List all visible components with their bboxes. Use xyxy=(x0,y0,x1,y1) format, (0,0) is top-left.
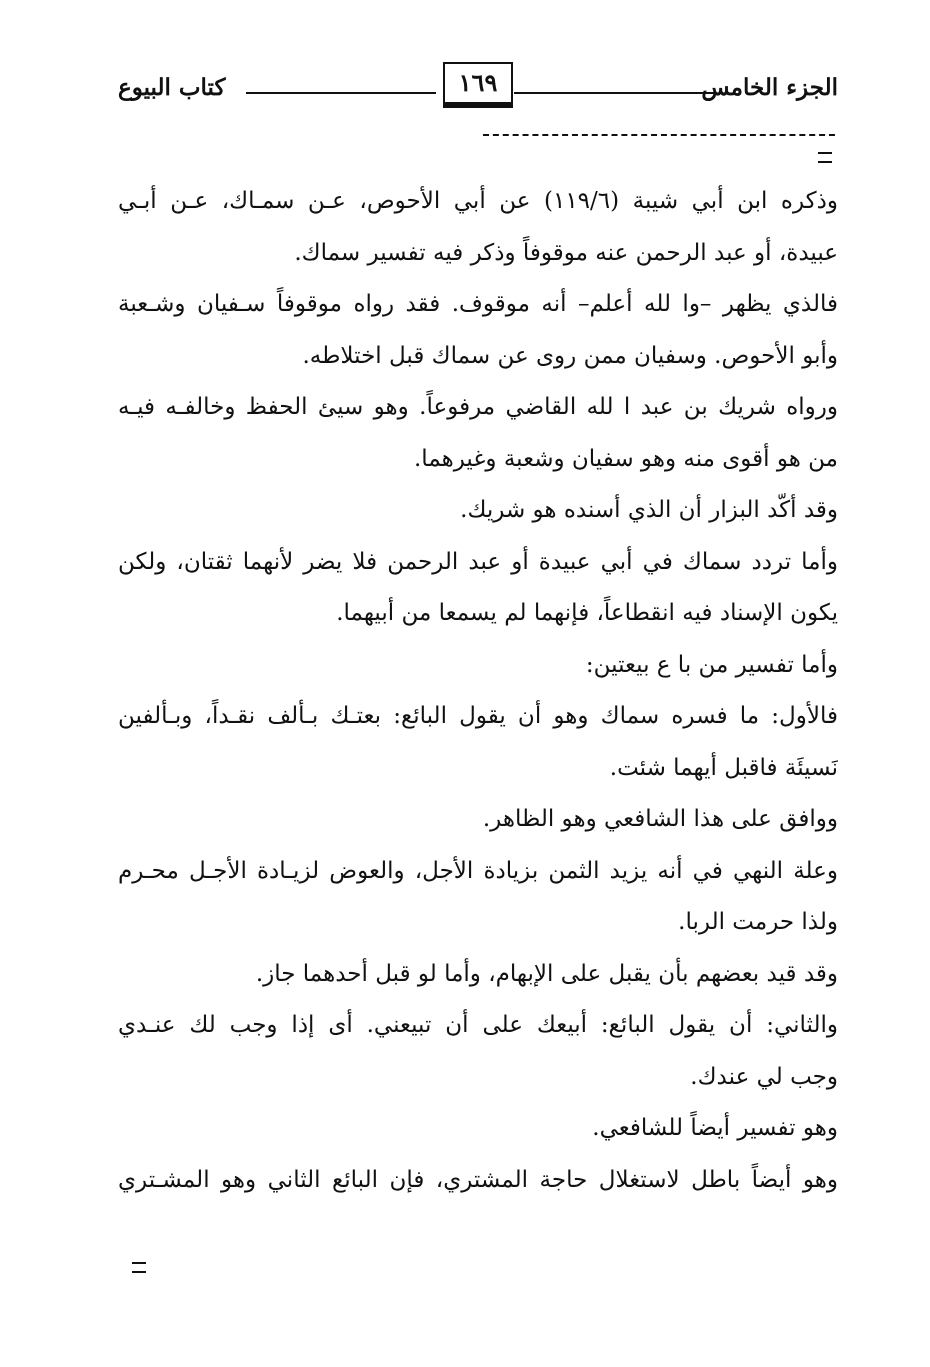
text-line: ووافق على هذا الشافعي وهو الظاهر. xyxy=(482,806,838,832)
text-line: وجب لي عندك. xyxy=(690,1063,838,1090)
text-line: عبيدة، أو عبد الرحمن عنه موقوفاً وذكر فيه تفسير سماك. xyxy=(294,239,838,266)
header-rule xyxy=(246,92,436,94)
part-title: الجزء الخامس xyxy=(701,74,838,101)
text-line: وعلة النهي في أنه يزيد الثمن بزيادة الأجل، والعوض لزيـادة الأجـل محـرم xyxy=(118,857,838,884)
text-line: نَسيئَة فاقبل أيهما شئت. xyxy=(609,754,838,781)
text-line: وأبو الأحوص. وسفيان ممن روى عن سماك قبل اختلاطه. xyxy=(302,342,838,369)
header-rule xyxy=(514,92,714,94)
text-line: وقد قيد بعضهم بأن يقبل على الإبهام، وأما لو قبل أحدهما جاز. xyxy=(255,960,838,987)
text-line: وذكره ابن أبي شيبة (١١٩/٦) عن أبي الأحوص، عـن سمـاك، عـن أبـي xyxy=(118,188,838,214)
text-line: من هو أقوى منه وهو سفيان وشعبة وغيرهما. xyxy=(414,445,838,472)
double-line-mark xyxy=(818,152,832,163)
page-header xyxy=(118,62,838,122)
text-line: يكون الإسناد فيه انقطاعاً، فإنهما لم يسمعا من أبيهما. xyxy=(336,600,838,626)
text-line: وهو تفسير أيضاً للشافعي. xyxy=(592,1115,838,1141)
text-line: فالذي يظهر –وا لله أعلم– أنه موقوف. فقد رواه موقوفاً سـفيان وشـعبة xyxy=(118,291,838,317)
book-title: كتاب البيوع xyxy=(118,74,226,101)
text-line: فالأول: ما فسره سماك وهو أن يقول البائع: بعتـك بـألف نقـداً، وبـألفين xyxy=(118,703,838,729)
body-text xyxy=(118,176,838,1206)
dashed-separator xyxy=(483,134,835,136)
text-line: وأما تفسير من با ع بيعتين: xyxy=(585,651,838,678)
text-line: ورواه شريك بن عبد ا لله القاضي مرفوعاً. وهو سيئ الحفظ وخالفـه فيـه xyxy=(118,394,838,420)
text-line: ولذا حرمت الربا. xyxy=(678,909,838,935)
double-line-mark xyxy=(132,1262,146,1273)
text-line: وقد أكّد البزار أن الذي أسنده هو شريك. xyxy=(460,497,838,523)
text-line: وهو أيضاً باطل لاستغلال حاجة المشتري، فإن البائع الثاني وهو المشـتري xyxy=(118,1166,838,1193)
text-line: والثاني: أن يقول البائع: أبيعك على أن تبيعني. أى إذا وجب لك عنـدي xyxy=(118,1012,838,1038)
text-line: وأما تردد سماك في أبي عبيدة أو عبد الرحمن فلا يضر لأنهما ثقتان، ولكن xyxy=(118,548,838,575)
page-number: ١٦٩ xyxy=(443,62,513,104)
